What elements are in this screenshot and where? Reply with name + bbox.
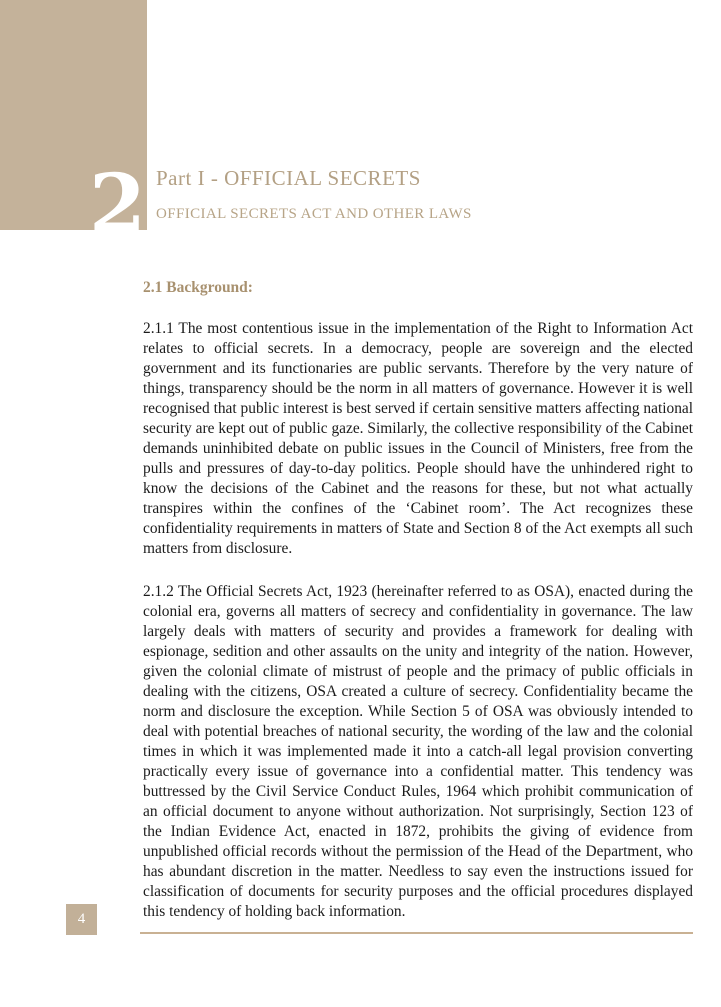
chapter-number-block (0, 0, 147, 253)
page-title: Part I - OFFICIAL SECRETS (156, 166, 421, 190)
paragraph-2-1-2: 2.1.2 The Official Secrets Act, 1923 (hereinafter referred to as OSA), enacted during the colonial era, governs all matters of secrecy and confidentiality in governance. The law largely deals with matters of security and provides a framework for dealing with espionage, sedition and other assaults on the unity and integrity of the nation. However, given the colonial climate of mistrust of people and the primacy of public officials in dealing with the citizens, OSA created a culture of secrecy. Confidentiality became the norm and disclosure the exception. While Section 5 of OSA was obviously intended to deal with potential breaches of national security, the wording of the law and the colonial times in which it was implemented made it into a catch-all legal provision converting practically every issue of governance into a confidential matter. This tendency was buttressed by the Civil Service Conduct Rules, 1964 which prohibit communication of an official document to anyone without authorization. Not surprisingly, Section 123 of the Indian Evidence Act, enacted in 1872, prohibits the giving of evidence from unpublished official records without the permission of the Head of the Department, who has abundant discretion in the matter. Needless to say even the instructions issued for classification of documents for security purposes and the official procedures displayed this tendency of holding back information. (143, 583, 693, 920)
page-subtitle: OFFICIAL SECRETS ACT AND OTHER LAWS (156, 206, 472, 222)
page-header (156, 166, 696, 223)
page-number: 4 (77, 911, 86, 927)
page-number-badge (66, 904, 97, 935)
document-body (143, 279, 693, 945)
paragraph-2-1-1: 2.1.1 The most contentious issue in the implementation of the Right to Information Act relates to official secrets. In a democracy, people are sovereign and the elected government and its functionaries are public servants. Therefore by the very nature of things, transparency should be the norm in all matters of governance. However it is well recognised that public interest is best served if certain sensitive matters affecting national security are kept out of public gaze. Similarly, the collective responsibility of the Cabinet demands uninhibited debate on public issues in the Council of Ministers, free from the pulls and pressures of day-to-day politics. People should have the unhindered right to know the decisions of the Cabinet and the reasons for these, but not what actually transpires within the confines of the ‘Cabinet room’. The Act recognizes these confidentiality requirements in matters of State and Section 8 of the Act exempts all such matters from disclosure. (143, 320, 693, 557)
footer-divider (140, 932, 693, 934)
section-heading: 2.1 Background: (143, 279, 253, 296)
chapter-number: 2 (88, 157, 146, 253)
